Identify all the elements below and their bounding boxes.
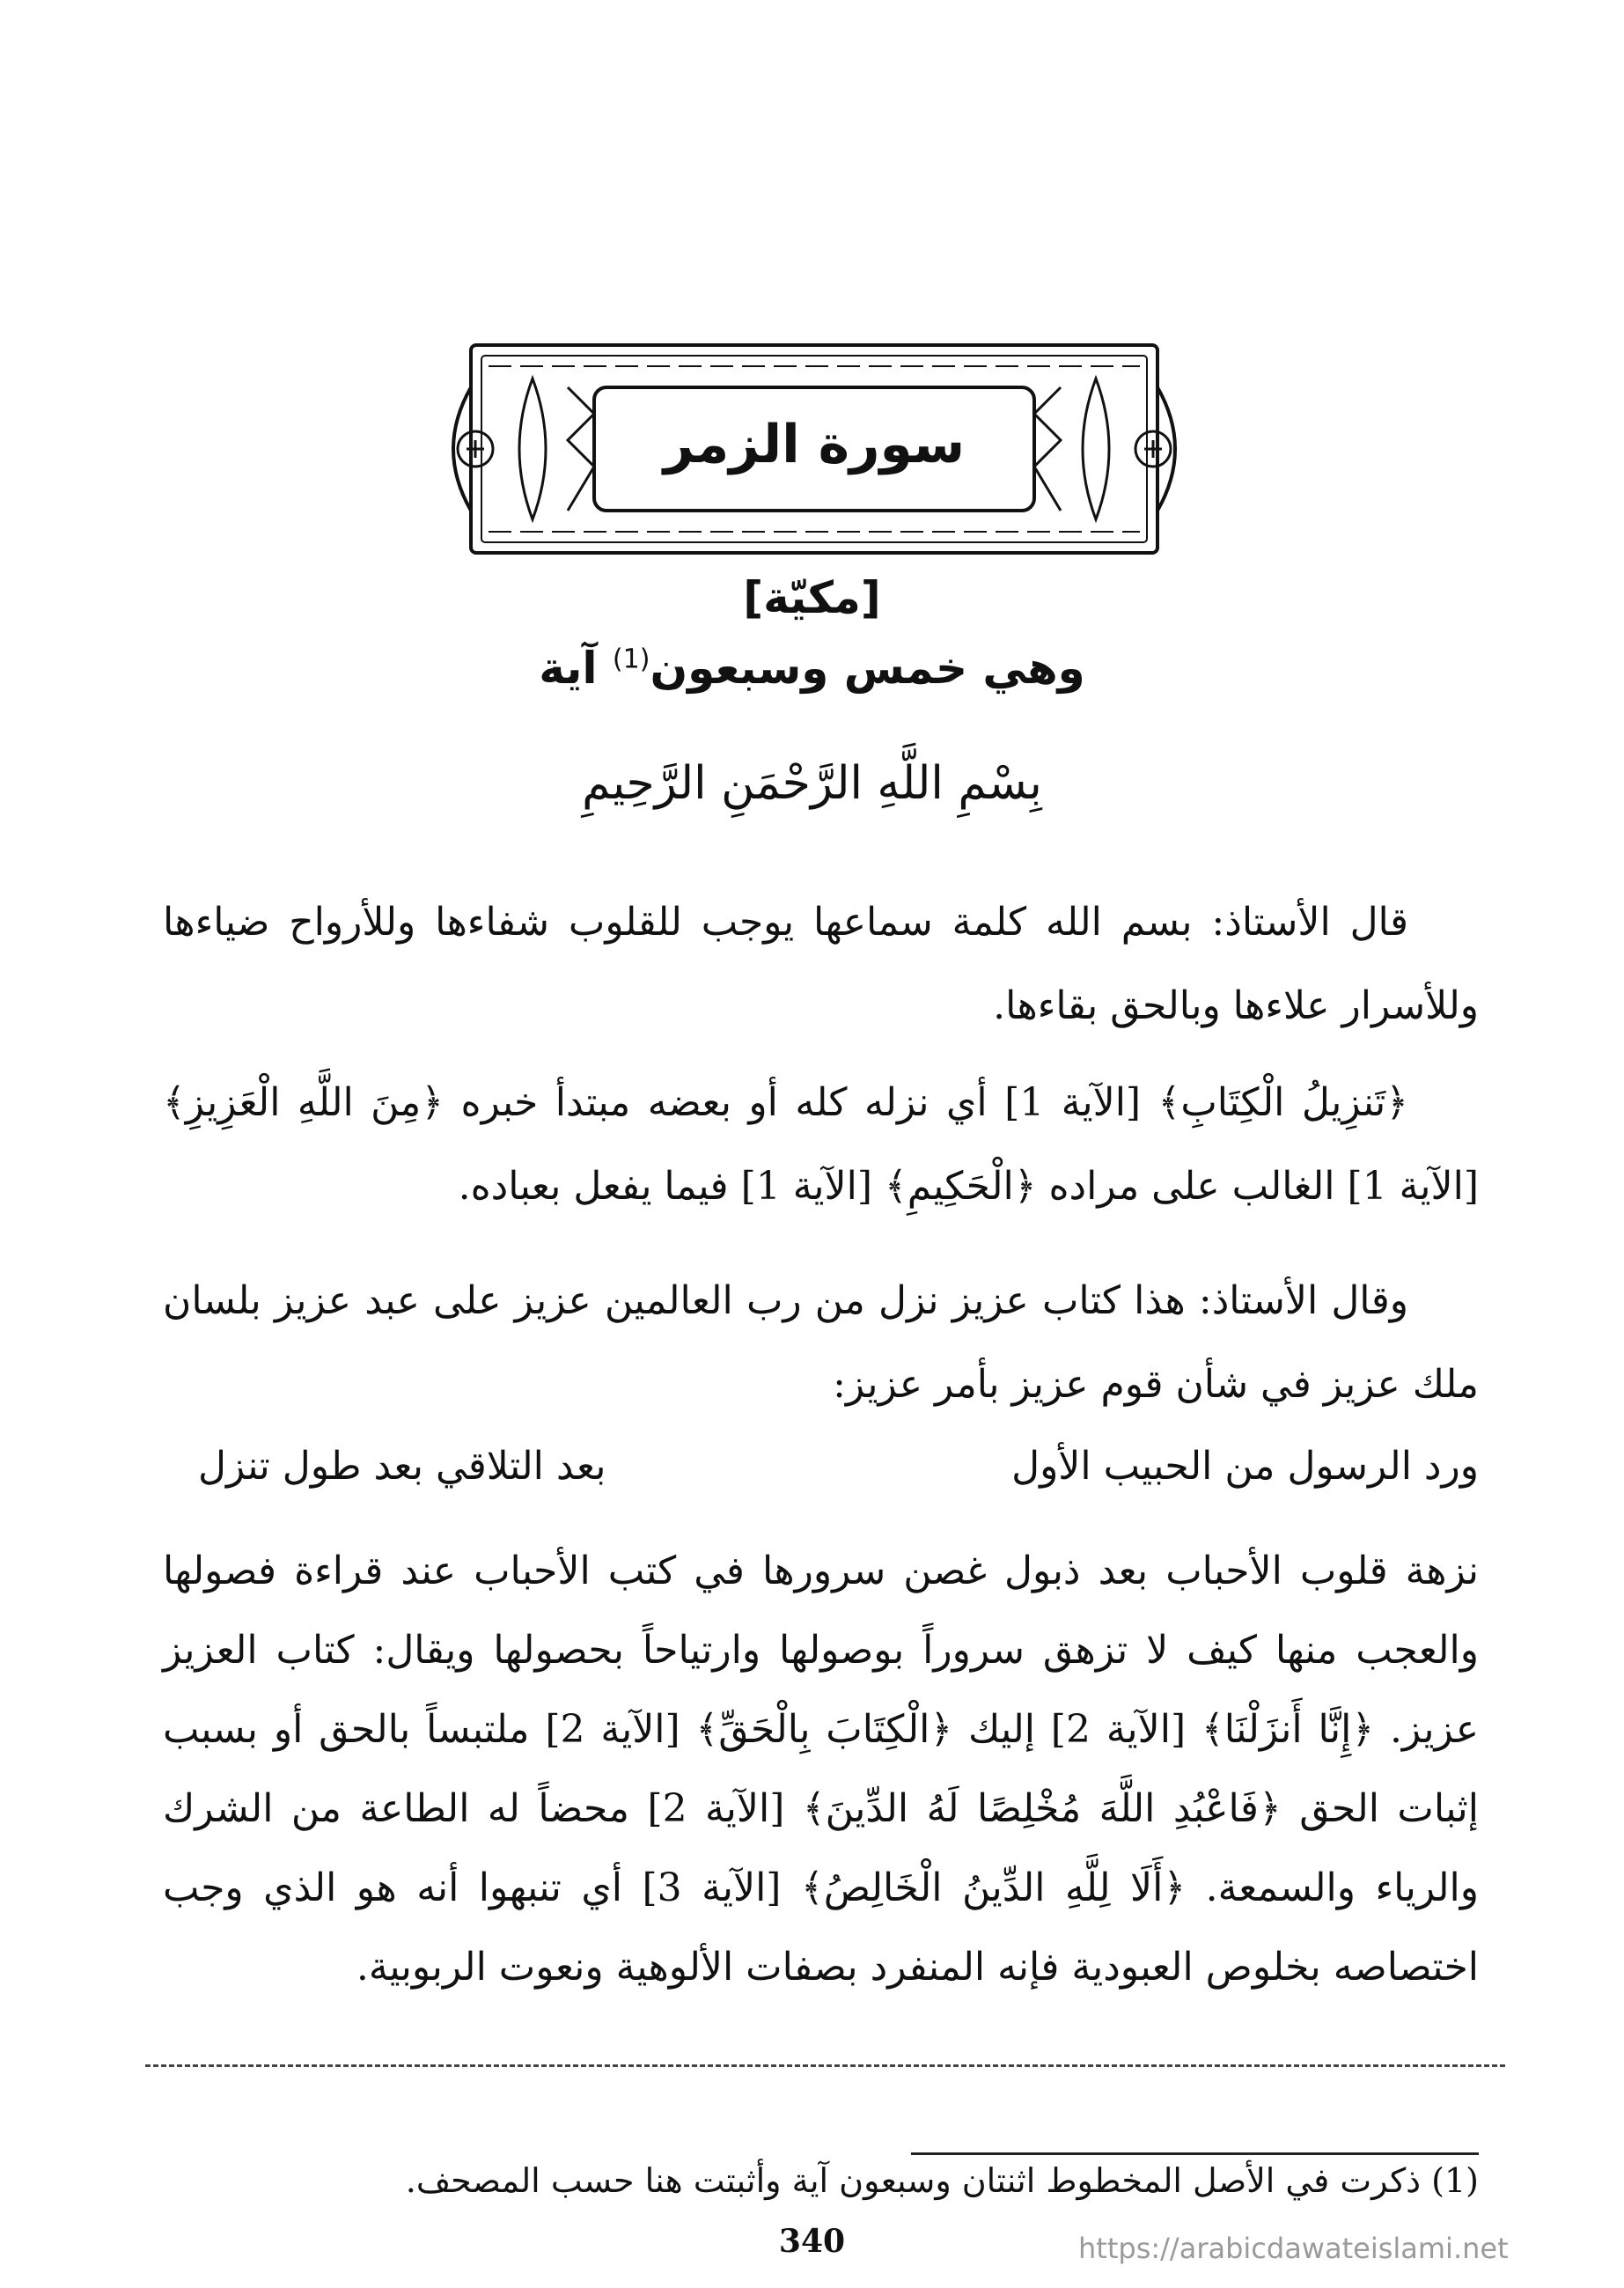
watermark: https://arabicdawateislami.net [1078,2232,1509,2265]
page-number: 340 [778,2223,846,2260]
ayah-count-text: وهي خمس وسبعون [650,643,1085,694]
verse-first-hemistich: ورد الرسول من الحبيب الأول [1011,1444,1479,1489]
surah-title-frame [436,335,1193,563]
footnote-ref[interactable]: (1) [612,644,650,675]
surah-title: سورة الزمر [663,414,966,475]
revelation-type: [مكيّة] [743,572,881,623]
paragraph-1-text: قال الأستاذ: بسم الله كلمة سماعها يوجب للقلوب شفاءها وللأرواح ضياءها وللأسرار علاءها وبالحق بقاءها. [163,900,1479,1028]
footnote: (1) ذكرت في الأصل المخطوط اثنتان وسبعون آية وأثبتت هنا حسب المصحف. [405,2161,1479,2200]
paragraph-4-text: نزهة قلوب الأحباب بعد ذبول غصن سرورها في كتب الأحباب عند قراءة فصولها والعجب منها كيف لا تزهق سروراً بوصولها وارتياحاً بحصولها ويقال: كتاب العزيز عزيز. ﴿إِنَّا أَنزَلْنَا﴾ [الآية 2] إليك ﴿الْكِتَابَ بِالْحَقِّ﴾ [الآية 2] ملتبساً بالحق أو بسبب إثبات الحق ﴿فَاعْبُدِ اللَّهَ مُخْلِصًا لَهُ الدِّينَ﴾ [الآية 2] محضاً له الطاعة من الشرك والرياء والسمعة. ﴿أَلَا لِلَّهِ الدِّينُ الْخَالِصُ﴾ [الآية 3] أي تنبهوا أنه هو الذي وجب اختصاصه بخلوص العبودية فإنه المنفرد بصفات الألوهية ونعوت الربوبية. [163,1549,1479,1990]
paragraph-4 [163,1532,1479,2007]
text-separator [145,2064,1505,2067]
paragraph-1 [163,880,1479,1048]
paragraph-2-text: ﴿تَنزِيلُ الْكِتَابِ﴾ [الآية 1] أي نزله كله أو بعضه مبتدأ خبره ﴿مِنَ اللَّهِ الْعَزِيزِ﴾ [الآية 1] الغالب على مراده ﴿الْحَكِيمِ﴾ [الآية 1] فيما يفعل بعباده. [163,1080,1479,1209]
ayah-count-unit: آية [539,643,613,694]
paragraph-3-text: وقال الأستاذ: هذا كتاب عزيز نزل من رب العالمين عزيز على عبد عزيز بلسان ملك عزيز في شأن قوم عزيز بأمر عزيز: [163,1278,1479,1407]
footnote-separator [911,2152,1479,2155]
paragraph-2 [163,1061,1479,1228]
verse-second-hemistich: بعد التلاقي بعد طول تنزل [198,1444,606,1489]
paragraph-3 [163,1259,1479,1426]
basmala: بِسْمِ اللَّهِ الرَّحْمَنِ الرَّحِيمِ [582,757,1042,810]
ayah-count [0,643,1624,694]
poetry-verse [163,1444,1479,1514]
